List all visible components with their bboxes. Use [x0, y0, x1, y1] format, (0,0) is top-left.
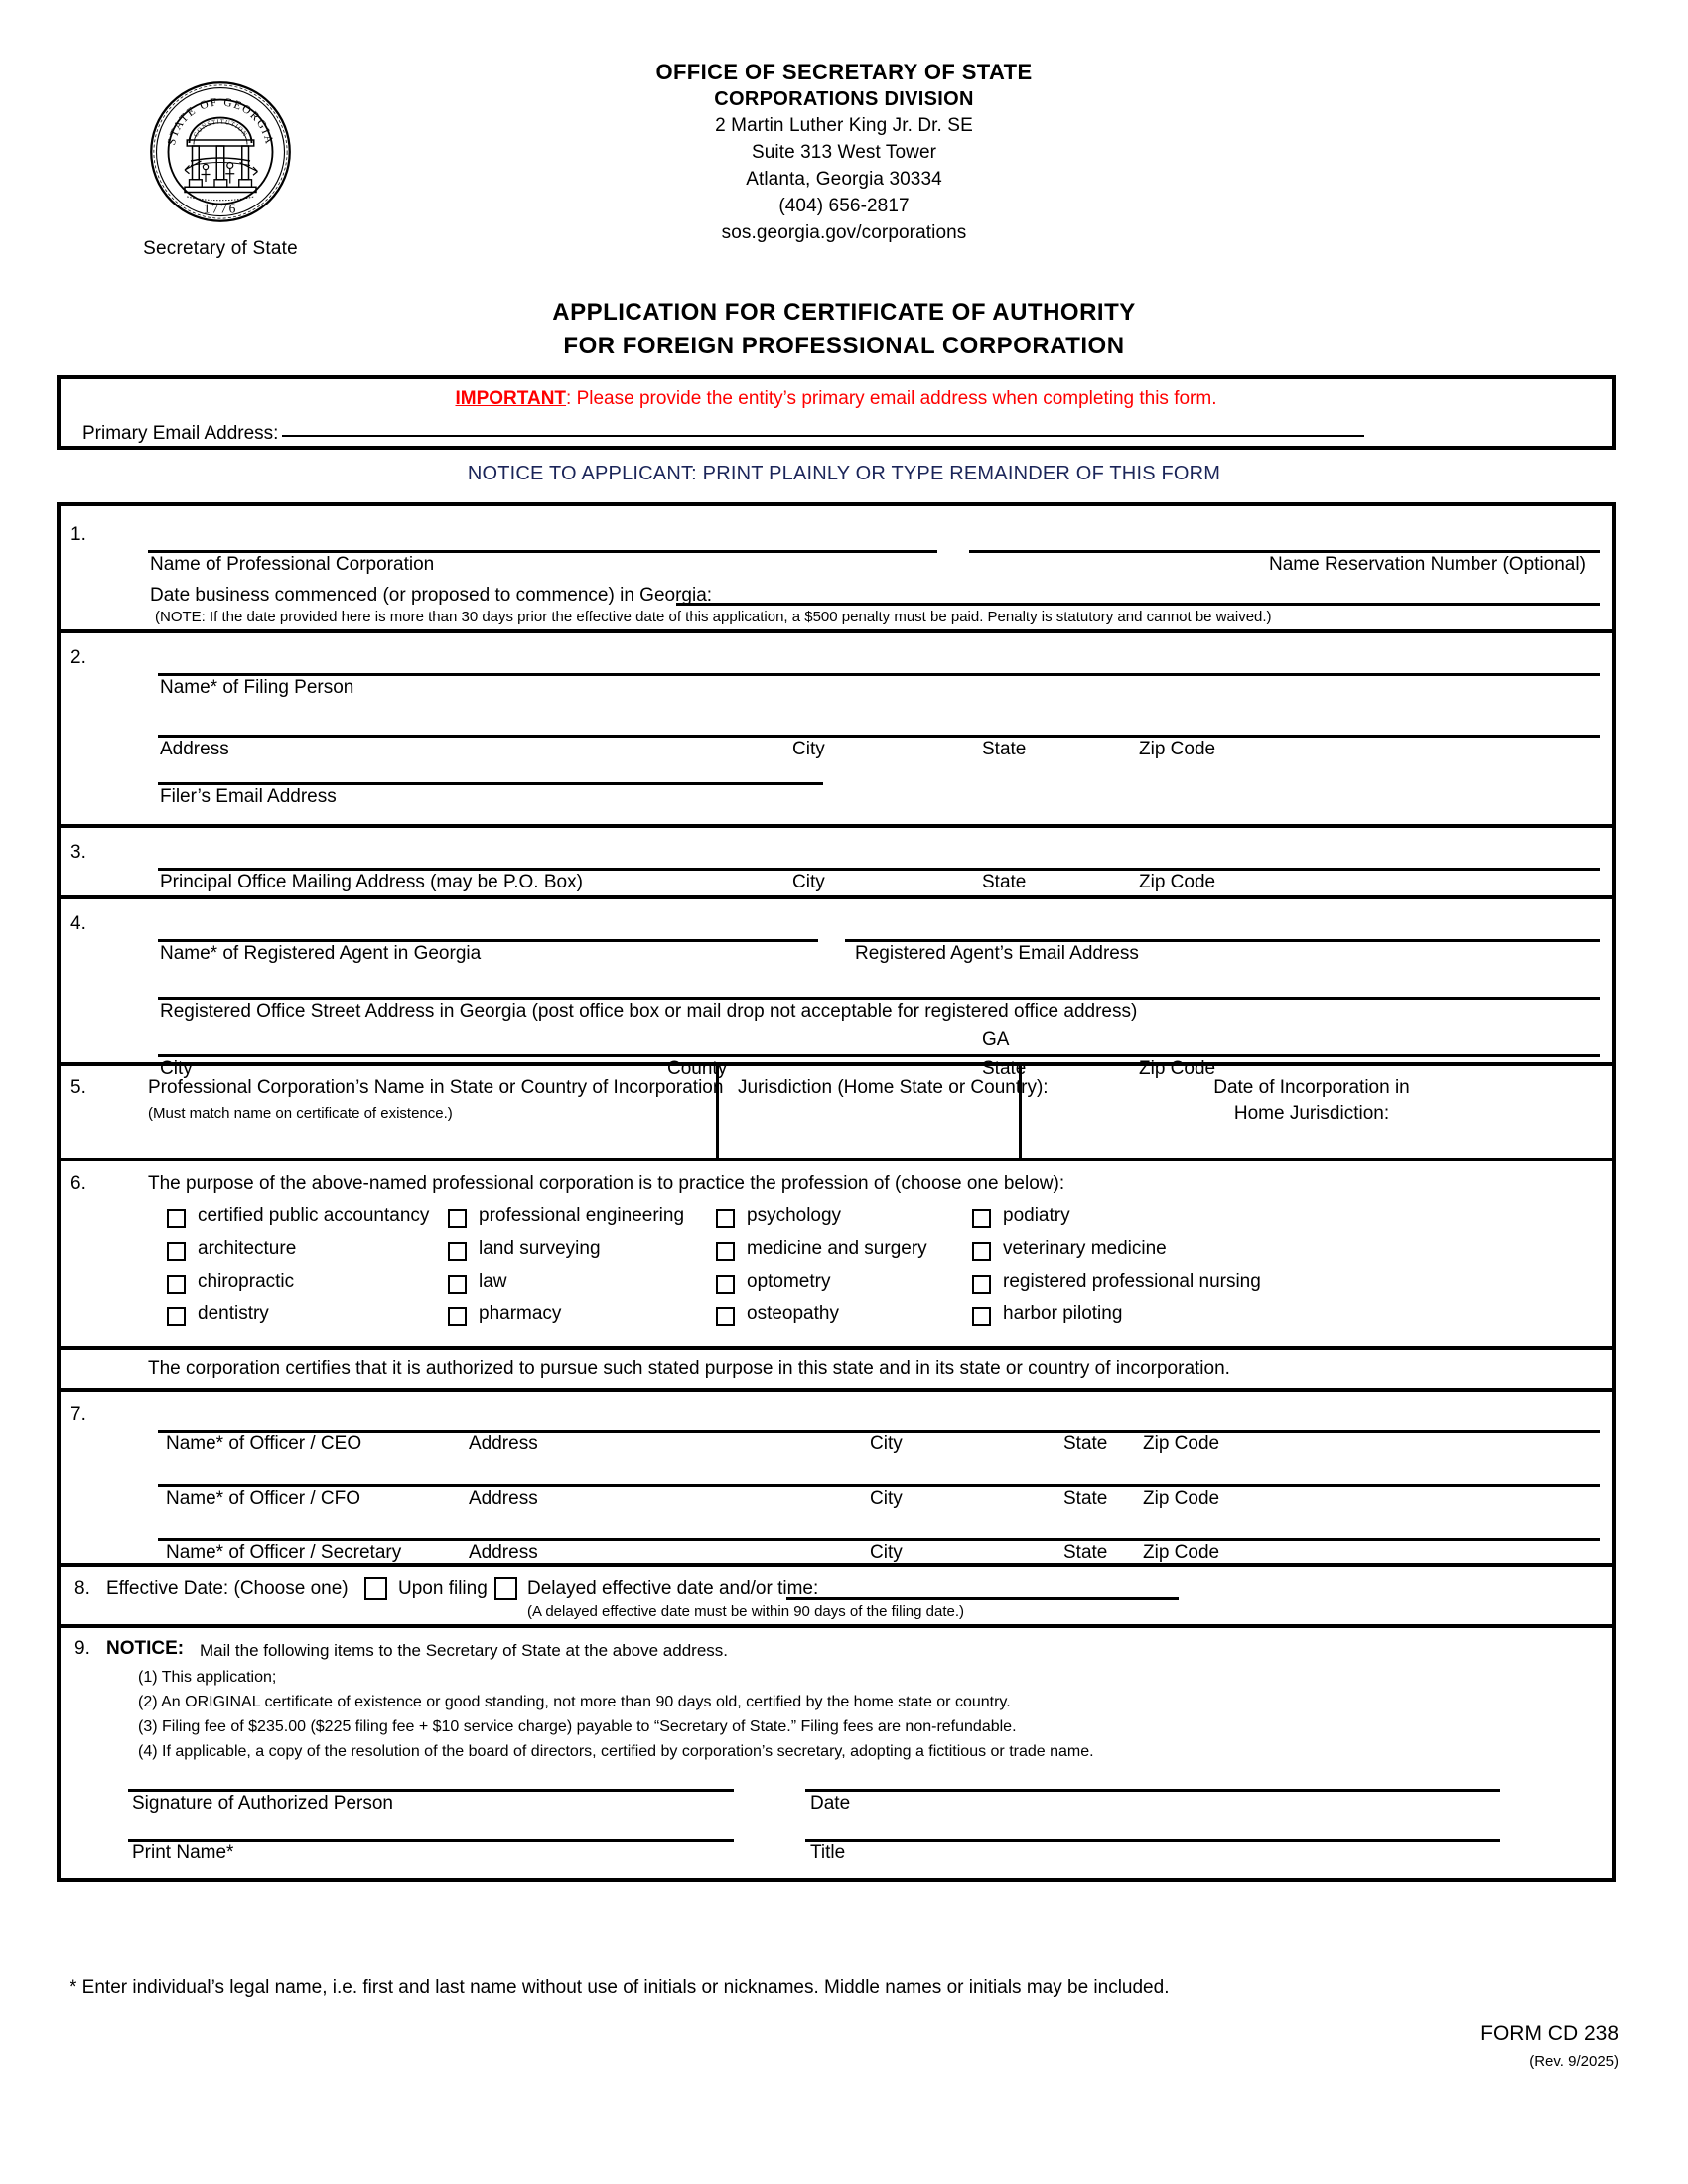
profession-checkbox[interactable] — [167, 1307, 186, 1326]
filer-address-input[interactable] — [158, 735, 1600, 738]
page-title — [0, 296, 1688, 363]
profession-label: psychology — [747, 1205, 842, 1226]
officer-secretary-name-label: Name* of Officer / Secretary — [166, 1542, 402, 1563]
name-reservation-label: Name Reservation Number (Optional) — [1269, 554, 1586, 575]
registered-office-street-input[interactable] — [158, 997, 1600, 1000]
svg-text:STATE OF GEORGIA: STATE OF GEORGIA — [164, 95, 277, 147]
incorporation-date-label-1: Date of Incorporation in — [1213, 1077, 1410, 1098]
profession-label: certified public accountancy — [198, 1205, 430, 1226]
section-4-number: 4. — [70, 913, 86, 934]
filer-address-label: Address — [160, 739, 229, 759]
officer-cfo-input[interactable] — [158, 1484, 1600, 1487]
section-6-prompt: The purpose of the above-named professional corporation is to practice the profession of (choose one below): — [148, 1173, 1065, 1194]
profession-checkbox[interactable] — [448, 1242, 467, 1261]
officer-cfo-state-label: State — [1063, 1488, 1108, 1509]
profession-label: podiatry — [1003, 1205, 1070, 1226]
website-url: sos.georgia.gov/corporations — [721, 222, 967, 244]
signature-input[interactable] — [128, 1789, 734, 1792]
corporation-name-label: Name of Professional Corporation — [150, 554, 435, 575]
section-1-note: (NOTE: If the date provided here is more than 30 days prior the effective date of this application, a $500 penalty must be paid. Penalty is statutory and cannot be waived.) — [155, 609, 1272, 625]
date-commenced-label: Date business commenced (or proposed to commence) in Georgia: — [150, 585, 713, 606]
page-header — [0, 58, 1688, 306]
address-line-1: 2 Martin Luther King Jr. Dr. SE — [715, 115, 973, 137]
profession-checkbox[interactable] — [448, 1307, 467, 1326]
name-reservation-input[interactable] — [969, 550, 1600, 553]
delayed-date-input[interactable] — [786, 1597, 1179, 1600]
incorporation-name-note: (Must match name on certificate of existence.) — [148, 1105, 453, 1122]
principal-office-city-label: City — [792, 872, 825, 892]
principal-office-address-label: Principal Office Mailing Address (may be P.O. Box) — [160, 872, 583, 892]
profession-checkbox[interactable] — [167, 1209, 186, 1228]
section-5-number: 5. — [70, 1077, 86, 1098]
officer-cfo-city-label: City — [870, 1488, 903, 1509]
registered-office-citystate-input[interactable] — [158, 1054, 1600, 1057]
section-8-number: 8. — [74, 1578, 90, 1599]
profession-label: architecture — [198, 1238, 297, 1259]
upon-filing-label: Upon filing — [398, 1578, 488, 1599]
section-1 — [61, 506, 1612, 633]
signature-date-label: Date — [810, 1793, 851, 1814]
georgia-seal-block — [137, 77, 304, 260]
incorporation-date-label-2: Home Jurisdiction: — [1233, 1103, 1390, 1124]
print-name-label: Print Name* — [132, 1843, 234, 1863]
date-commenced-input[interactable] — [676, 603, 1600, 606]
registered-office-county-label: County — [667, 1058, 728, 1079]
app-title-line-2: FOR FOREIGN PROFESSIONAL CORPORATION — [563, 333, 1125, 360]
section-1-number: 1. — [70, 524, 86, 545]
profession-checkbox[interactable] — [716, 1242, 735, 1261]
notice-heading: NOTICE: — [106, 1638, 185, 1659]
address-line-2: Suite 313 West Tower — [751, 142, 937, 164]
important-notice-box — [57, 375, 1616, 450]
primary-email-label: Primary Email Address: — [82, 423, 279, 444]
notice-heading-rest: Mail the following items to the Secretary of State at the above address. — [200, 1641, 729, 1660]
principal-office-state-label: State — [982, 872, 1027, 892]
section-3 — [61, 828, 1612, 899]
section-8 — [61, 1567, 1612, 1628]
primary-email-input[interactable] — [282, 434, 1364, 437]
profession-label: professional engineering — [479, 1205, 685, 1226]
section-9-number: 9. — [74, 1638, 90, 1659]
registered-office-state-label: State — [982, 1058, 1027, 1079]
footnote: * Enter individual’s legal name, i.e. first and last name without use of initials or nicknames. Middle names or initials may be included. — [70, 1978, 1170, 1998]
registered-office-zip-label: Zip Code — [1139, 1058, 1216, 1079]
section-6-certification — [61, 1350, 1612, 1392]
officer-secretary-state-label: State — [1063, 1542, 1108, 1563]
notice-list-item: (4) If applicable, a copy of the resolution of the board of directors, certified by corporation’s secretary, adopting a fictitious or trade name. — [138, 1743, 1094, 1760]
filer-city-label: City — [792, 739, 825, 759]
section-6-number: 6. — [70, 1173, 86, 1194]
seal-caption: Secretary of State — [143, 238, 298, 259]
notice-to-applicant: NOTICE TO APPLICANT: PRINT PLAINLY OR TYPE REMAINDER OF THIS FORM — [467, 463, 1221, 484]
officer-ceo-zip-label: Zip Code — [1143, 1433, 1220, 1454]
office-title: OFFICE OF SECRETARY OF STATE — [655, 60, 1033, 84]
profession-label: chiropractic — [198, 1271, 295, 1292]
signature-date-input[interactable] — [805, 1789, 1500, 1792]
profession-checkbox[interactable] — [716, 1307, 735, 1326]
filer-email-label: Filer’s Email Address — [160, 786, 337, 807]
profession-checkbox[interactable] — [167, 1242, 186, 1261]
form-body — [57, 502, 1616, 1882]
filer-state-label: State — [982, 739, 1027, 759]
officer-secretary-zip-label: Zip Code — [1143, 1542, 1220, 1563]
form-number: FORM CD 238 — [1480, 2022, 1618, 2045]
notice-list-item: (1) This application; — [138, 1669, 277, 1686]
officer-ceo-name-label: Name* of Officer / CEO — [166, 1433, 362, 1454]
officer-ceo-input[interactable] — [158, 1430, 1600, 1433]
title-input[interactable] — [805, 1839, 1500, 1842]
upon-filing-checkbox[interactable] — [364, 1577, 387, 1600]
profession-label: land surveying — [479, 1238, 601, 1259]
effective-date-label: Effective Date: (Choose one) — [106, 1578, 349, 1599]
officer-ceo-address-label: Address — [469, 1433, 538, 1454]
state-seal-icon — [146, 77, 295, 226]
registered-agent-name-input[interactable] — [158, 939, 818, 942]
filer-zip-label: Zip Code — [1139, 739, 1216, 759]
section-2-number: 2. — [70, 647, 86, 668]
profession-label: pharmacy — [479, 1303, 562, 1324]
profession-label: optometry — [747, 1271, 831, 1292]
officer-cfo-address-label: Address — [469, 1488, 538, 1509]
certification-text: The corporation certifies that it is authorized to pursue such stated purpose in this state and in its state or country of incorporation. — [148, 1358, 1230, 1379]
officer-secretary-city-label: City — [870, 1542, 903, 1563]
principal-office-zip-label: Zip Code — [1139, 872, 1216, 892]
delayed-date-label: Delayed effective date and/or time: — [527, 1578, 819, 1599]
profession-label: registered professional nursing — [1003, 1271, 1261, 1292]
jurisdiction-label: Jurisdiction (Home State or Country): — [738, 1077, 1049, 1098]
incorporation-name-label: Professional Corporation’s Name in State or Country of Incorporation — [148, 1077, 724, 1098]
profession-checkbox[interactable] — [448, 1275, 467, 1294]
profession-checkbox[interactable] — [448, 1209, 467, 1228]
profession-label: law — [479, 1271, 507, 1292]
profession-label: medicine and surgery — [747, 1238, 927, 1259]
officer-secretary-input[interactable] — [158, 1538, 1600, 1541]
profession-checkbox[interactable] — [716, 1275, 735, 1294]
officer-ceo-city-label: City — [870, 1433, 903, 1454]
address-line-3: Atlanta, Georgia 30334 — [746, 169, 942, 191]
officer-cfo-name-label: Name* of Officer / CFO — [166, 1488, 361, 1509]
registered-office-street-label: Registered Office Street Address in Georgia (post office box or mail drop not acceptable for registered office address) — [160, 1001, 1138, 1022]
registered-agent-email-label: Registered Agent’s Email Address — [855, 943, 1139, 964]
officer-secretary-address-label: Address — [469, 1542, 538, 1563]
section-3-number: 3. — [70, 842, 86, 863]
section-6 — [61, 1161, 1612, 1350]
profession-label: harbor piloting — [1003, 1303, 1123, 1324]
title-label: Title — [810, 1843, 846, 1863]
profession-label: osteopathy — [747, 1303, 839, 1324]
corporation-name-input[interactable] — [148, 550, 937, 553]
principal-office-address-input[interactable] — [158, 868, 1600, 871]
profession-label: dentistry — [198, 1303, 269, 1324]
profession-checkbox[interactable] — [972, 1307, 991, 1326]
print-name-input[interactable] — [128, 1839, 734, 1842]
office-address-block — [427, 58, 1261, 247]
section-4 — [61, 899, 1612, 1079]
filing-person-name-input[interactable] — [158, 673, 1600, 676]
app-title-line-1: APPLICATION FOR CERTIFICATE OF AUTHORITY — [552, 299, 1136, 326]
officer-cfo-zip-label: Zip Code — [1143, 1488, 1220, 1509]
officer-ceo-state-label: State — [1063, 1433, 1108, 1454]
important-notice-text — [61, 388, 1612, 410]
profession-checkbox[interactable] — [972, 1242, 991, 1261]
svg-text:1776: 1776 — [203, 201, 238, 216]
delayed-date-note: (A delayed effective date must be within 90 days of the filing date.) — [527, 1603, 964, 1620]
section-9 — [61, 1628, 1612, 1878]
profession-checkbox[interactable] — [716, 1209, 735, 1228]
section-5 — [61, 1066, 1612, 1161]
form-revision: (Rev. 9/2025) — [1529, 2053, 1618, 2070]
registered-agent-name-label: Name* of Registered Agent in Georgia — [160, 943, 482, 964]
profession-checkbox[interactable] — [972, 1275, 991, 1294]
phone-number: (404) 656-2817 — [778, 196, 910, 217]
delayed-date-checkbox[interactable] — [494, 1577, 517, 1600]
office-subtitle: CORPORATIONS DIVISION — [714, 88, 974, 111]
important-message: : Please provide the entity’s primary email address when completing this form. — [566, 388, 1217, 409]
profession-label: veterinary medicine — [1003, 1238, 1167, 1259]
important-keyword: IMPORTANT — [455, 388, 567, 409]
signature-label: Signature of Authorized Person — [132, 1793, 394, 1814]
section-7 — [61, 1392, 1612, 1567]
profession-checkbox[interactable] — [972, 1209, 991, 1228]
profession-checkbox[interactable] — [167, 1275, 186, 1294]
filing-person-name-label: Name* of Filing Person — [160, 677, 354, 698]
primary-email-row — [82, 423, 1364, 445]
section-7-number: 7. — [70, 1404, 86, 1425]
filer-email-input[interactable] — [158, 782, 823, 785]
notice-list-item: (2) An ORIGINAL certificate of existence or good standing, not more than 90 days old, certified by the home state or country. — [138, 1694, 1011, 1710]
section-2 — [61, 633, 1612, 828]
registered-agent-email-input[interactable] — [845, 939, 1600, 942]
notice-list-item: (3) Filing fee of $235.00 ($225 filing fee + $10 service charge) payable to “Secretary of State.” Filing fees are non-refundable. — [138, 1718, 1017, 1735]
registered-office-city-label: City — [160, 1058, 193, 1079]
registered-office-state-prefill: GA — [982, 1029, 1010, 1050]
svg-text:CONSTITUTION: CONSTITUTION — [192, 118, 249, 139]
